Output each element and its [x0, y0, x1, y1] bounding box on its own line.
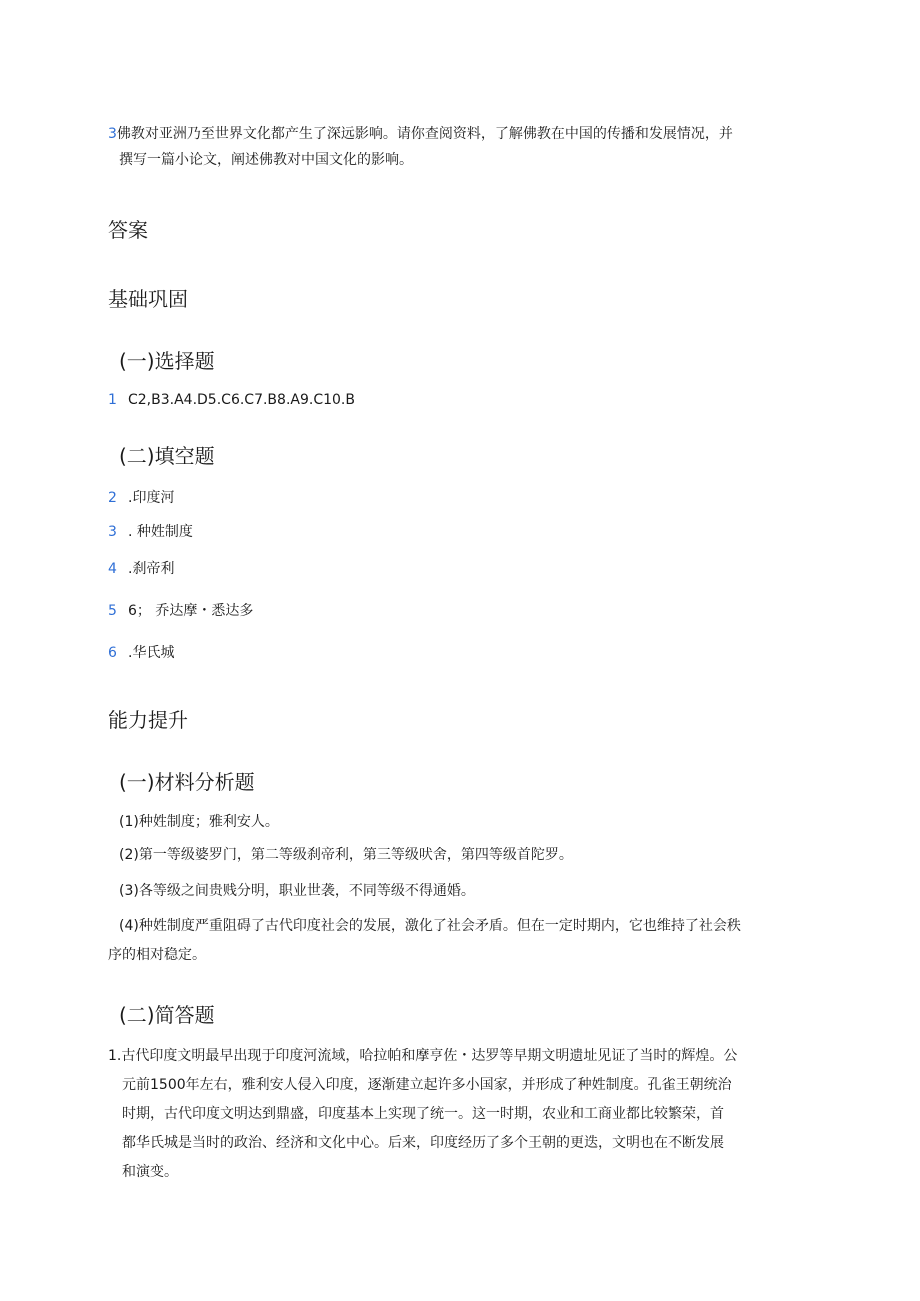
answer-text: 6； 乔达摩・悉达多: [128, 603, 254, 619]
heading-basic: 基础巩固: [108, 287, 188, 311]
heading-answers: 答案: [108, 218, 148, 242]
material-answer-2: (2)第一等级婆罗门，第二等级刹帝利，第三等级吠舍，第四等级首陀罗。: [119, 847, 573, 863]
heading-short: (二)简答题: [119, 1003, 215, 1027]
answer-number: 1.: [108, 1048, 122, 1064]
answer-text: .印度河: [128, 490, 175, 506]
question-3: [108, 121, 733, 168]
fill-answer-4: [108, 600, 253, 620]
short-answer-line-4: 都华氏城是当时的政治、经济和文化中心。后来，印度经历了多个王朝的更迭，文明也在不断发展: [122, 1135, 724, 1151]
fill-answer-3: [108, 558, 174, 578]
material-answer-4: (4)种姓制度严重阻碍了古代印度社会的发展，激化了社会矛盾。但在一定时期内，它也维持了社会秩: [119, 918, 741, 934]
material-answer-5: 序的相对稳定。: [108, 947, 206, 963]
heading-ability: 能力提升: [108, 708, 188, 732]
answer-text: .华氏城: [128, 645, 175, 661]
answer-number: 1: [108, 392, 117, 408]
question-text-line-2: 撰写一篇小论文，阐述佛教对中国文化的影响。: [119, 152, 413, 168]
question-number: 3: [108, 126, 117, 142]
question-text-line-1: 佛教对亚洲乃至世界文化都产生了深远影响。请你查阅资料，了解佛教在中国的传播和发展情况，并: [116, 126, 733, 142]
fill-answer-1: [108, 487, 174, 507]
material-answer-1: (1)种姓制度；雅利安人。: [119, 814, 279, 830]
heading-material: (一)材料分析题: [119, 770, 255, 794]
material-answer-3: (3)各等级之间贵贱分明，职业世袭，不同等级不得通婚。: [119, 883, 475, 899]
answer-number: 2: [108, 490, 117, 506]
answer-number: 5: [108, 603, 117, 619]
choice-answer: [108, 392, 355, 408]
short-answer-line-2: 元前1500年左右，雅利安人侵入印度，逐渐建立起许多小国家，并形成了种姓制度。孔雀王朝统治: [122, 1077, 732, 1093]
answer-text: C2,B3.A4.D5.C6.C7.B8.A9.C10.B: [128, 392, 355, 408]
fill-answer-5: [108, 642, 174, 662]
heading-choice: (一)选择题: [119, 349, 215, 373]
answer-text: .刹帝利: [128, 561, 175, 577]
short-answer-line-5: 和演变。: [122, 1164, 178, 1180]
answer-number: 6: [108, 645, 117, 661]
heading-fill: (二)填空题: [119, 444, 215, 468]
answer-text: . 种姓制度: [128, 524, 193, 540]
short-answer-line-1: [108, 1042, 737, 1071]
short-answer-line-3: 时期，古代印度文明达到鼎盛，印度基本上实现了统一。这一时期，农业和工商业都比较繁荣，首: [122, 1106, 724, 1122]
fill-answer-2: [108, 521, 193, 541]
answer-number: 4: [108, 561, 117, 577]
answer-text: 古代印度文明最早出现于印度河流域，哈拉帕和摩亨佐・达罗等早期文明遗址见证了当时的辉煌。公: [121, 1048, 738, 1064]
answer-number: 3: [108, 524, 117, 540]
